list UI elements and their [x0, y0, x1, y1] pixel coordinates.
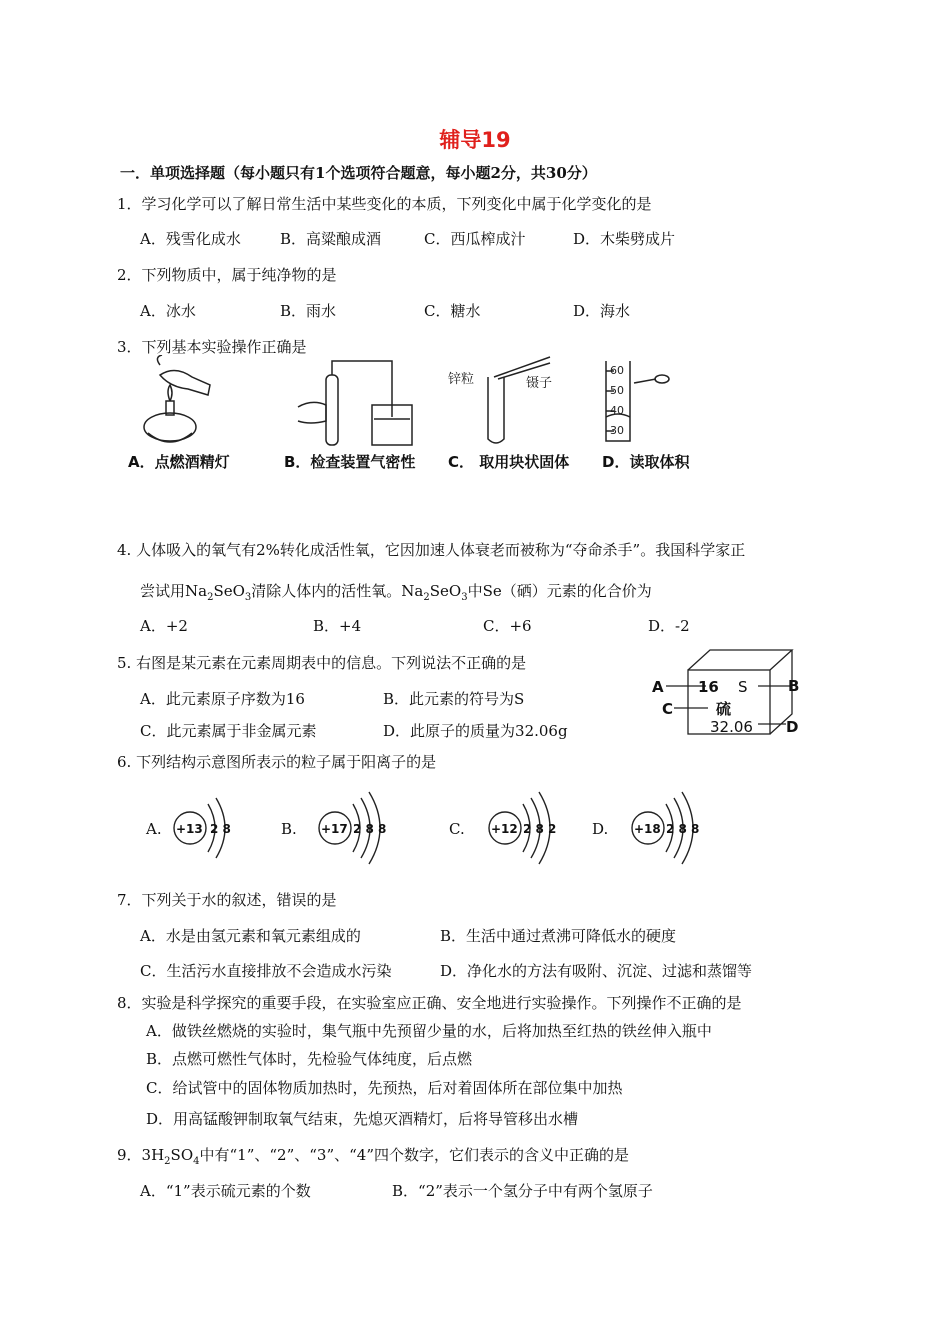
q4-option-d: D．-2 [648, 617, 690, 635]
q2-option-c: C．糖水 [424, 302, 481, 320]
q2-stem: 2．下列物质中，属于纯净物的是 [117, 266, 337, 284]
atom-structure-diagrams [160, 790, 700, 868]
nucleus-d: +18 [634, 822, 661, 836]
q7-option-c: C．生活污水直接排放不会造成水污染 [140, 962, 392, 980]
q3-stem: 3．下列基本实验操作正确是 [117, 338, 307, 356]
box-label-a: A [652, 678, 664, 696]
q6-option-d: D. [592, 820, 609, 838]
page-title: 辅导19 [439, 128, 511, 152]
zinc-label: 锌粒 [448, 372, 475, 387]
q5-option-c: C．此元素属于非金属元素 [140, 722, 317, 740]
scale-30: 30 [610, 424, 624, 437]
q1-option-b: B．高粱酿成酒 [280, 230, 382, 248]
q4-option-a: A．+2 [140, 617, 188, 635]
q7-option-d: D．净化水的方法有吸附、沉淀、过滤和蒸馏等 [440, 962, 753, 980]
q1-stem: 1．学习化学可以了解日常生活中某些变化的本质，下列变化中属于化学变化的是 [117, 195, 652, 213]
q6-option-b: B. [281, 820, 297, 838]
q7-option-b: B．生活中通过煮沸可降低水的硬度 [440, 927, 677, 945]
q9-option-b: B．“2”表示一个氢分子中有两个氢原子 [392, 1182, 653, 1200]
q5-stem: 5. 右图是某元素在元素周期表中的信息。下列说法不正确的是 [117, 654, 527, 672]
shells-b: 2 8 8 [353, 822, 387, 836]
atomic-number: 16 [698, 678, 719, 696]
q6-option-a: A. [146, 820, 162, 838]
q7-option-a: A．水是由氢元素和氧元素组成的 [140, 927, 361, 945]
box-label-d: D [786, 718, 799, 736]
q5-option-b: B．此元素的符号为S [383, 690, 525, 708]
q4-option-c: C．+6 [483, 617, 532, 635]
q1-option-d: D．木柴劈成片 [573, 230, 676, 248]
airtight-test-icon [298, 361, 412, 445]
shells-c: 2 8 2 [523, 822, 557, 836]
section-heading: 一．单项选择题（每小题只有1个选项符合题意，每小题2分，共30分） [120, 164, 597, 182]
tweezers-label: 镊子 [526, 376, 553, 391]
q9-stem: 9．$3H_2SO_4$中有“1”、“2”、“3”、“4”四个数字，它们表示的含义中正确的是 [117, 1146, 630, 1167]
q2-option-a: A．冰水 [140, 302, 196, 320]
q8-option-a: A．做铁丝燃烧的实验时，集气瓶中先预留少量的水，后将加热至红热的铁丝伸入瓶中 [146, 1022, 712, 1040]
q3-lab-figures [130, 355, 710, 455]
q5-option-a: A．此元素原子序数为16 [140, 690, 305, 708]
q8-option-b: B．点燃可燃性气体时，先检验气体纯度，后点燃 [146, 1050, 473, 1068]
box-label-b: B [788, 677, 800, 695]
element-symbol: S [738, 678, 748, 696]
q4-line1: 4. 人体吸入的氧气有2%转化成活性氧，它因加速人体衰老而被称为“夺命杀手”。我国科学家正 [117, 541, 746, 559]
nucleus-a: +13 [176, 822, 203, 836]
nucleus-c: +12 [491, 822, 518, 836]
q2-option-b: B．雨水 [280, 302, 337, 320]
q8-stem: 8．实验是科学探究的重要手段，在实验室应正确、安全地进行实验操作。下列操作不正确的是 [117, 994, 742, 1012]
nucleus-b: +17 [321, 822, 348, 836]
q3-option-a: A．点燃酒精灯 [128, 453, 230, 471]
q1-option-c: C．西瓜榨成汁 [424, 230, 526, 248]
q8-option-d: D．用高锰酸钾制取氧气结束，先熄灭酒精灯，后将导管移出水槽 [146, 1110, 579, 1128]
element-box-figure [650, 648, 810, 740]
element-name: 硫 [716, 700, 732, 718]
q4-option-b: B．+4 [313, 617, 362, 635]
q3-option-b: B．检查装置气密性 [284, 453, 416, 471]
atomic-mass: 32.06 [710, 718, 753, 736]
scale-60: 60 [610, 364, 624, 377]
scale-50: 50 [610, 384, 624, 397]
box-label-c: C [662, 700, 674, 718]
q8-option-c: C．给试管中的固体物质加热时，先预热，后对着固体所在部位集中加热 [146, 1079, 623, 1097]
q1-option-a: A．残雪化成水 [140, 230, 241, 248]
q7-stem: 7．下列关于水的叙述，错误的是 [117, 891, 337, 909]
q6-option-c: C. [449, 820, 465, 838]
shells-a: 2 8 [210, 822, 231, 836]
q9-option-a: A．“1”表示硫元素的个数 [140, 1182, 311, 1200]
tweezers-testtube-icon [488, 357, 553, 443]
q5-option-d: D．此原子的质量为32.06g [383, 722, 568, 740]
q3-option-d: D．读取体积 [602, 453, 690, 471]
q4-line2: 尝试用$Na_2SeO_3$清除人体内的活性氧。$Na_2SeO_3$中Se（硒）元素的化合价为 [140, 582, 652, 603]
q3-option-c: C． 取用块状固体 [448, 453, 570, 471]
alcohol-lamp-icon [144, 355, 210, 442]
q2-option-d: D．海水 [573, 302, 631, 320]
shells-d: 2 8 8 [666, 822, 700, 836]
scale-40: 40 [610, 404, 624, 417]
q6-stem: 6. 下列结构示意图所表示的粒子属于阳离子的是 [117, 753, 437, 771]
